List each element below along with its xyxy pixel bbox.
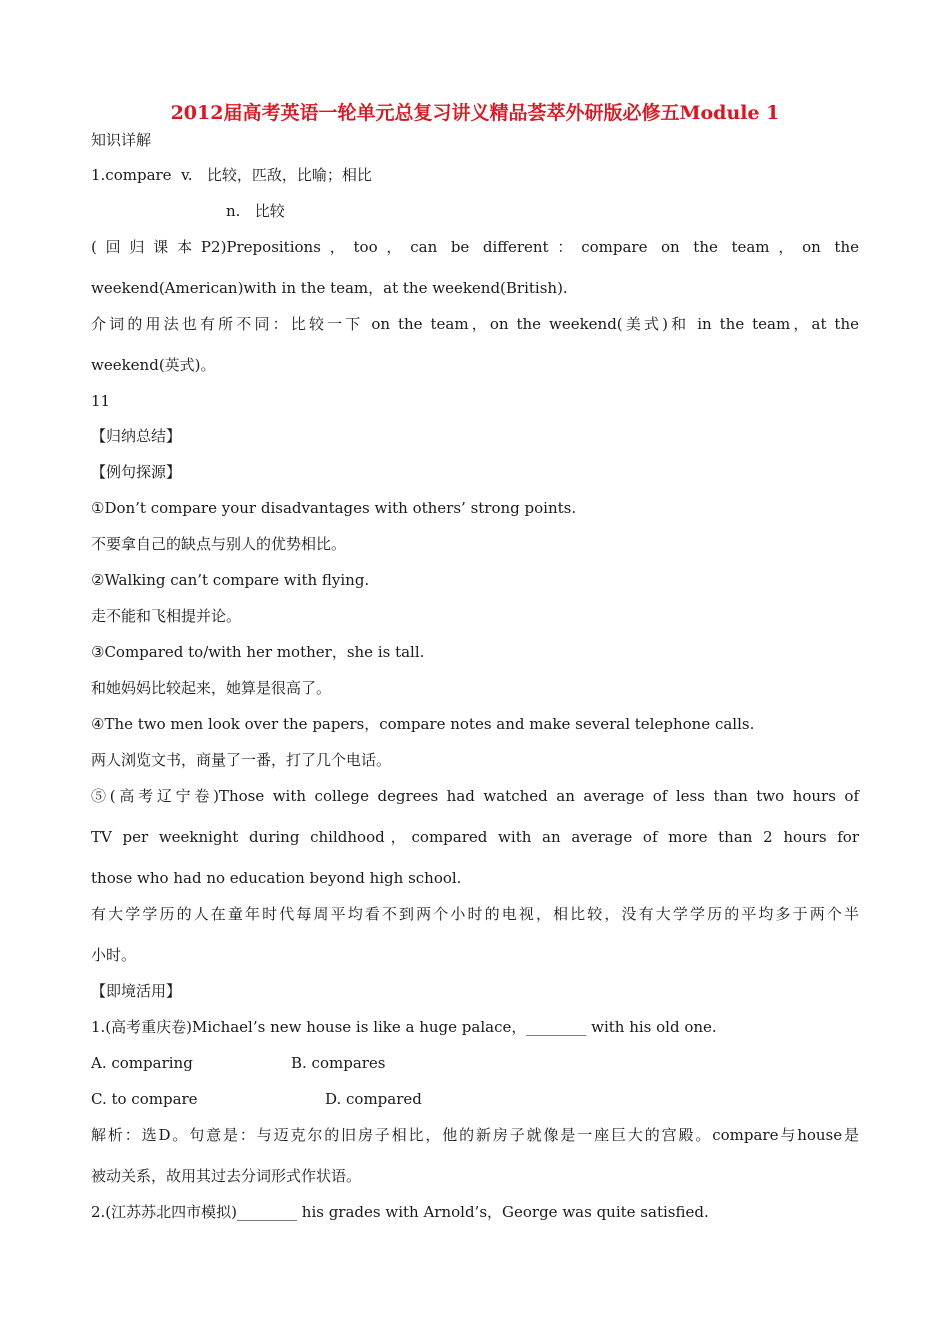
example5-line-3: those who had no education beyond high school. <box>91 869 462 887</box>
option-c: C. to compare <box>91 1090 198 1108</box>
example-cn: 走不能和飞相提并论。 <box>91 607 242 625</box>
example5-cn-line-2: 小时。 <box>91 946 137 964</box>
entry-verb-line: 1.compare v. 比较，匹敌，比喻；相比 <box>91 166 372 184</box>
question-1-analysis-1: 解析：选D。句意是：与迈克尔的旧房子相比，他的新房子就像是一座巨大的宫殿。compare与house是 <box>91 1126 859 1144</box>
question-2-stem: 2.(江苏苏北四市模拟)________ his grades with Arnold’s，George was quite satisfied. <box>91 1203 709 1221</box>
summary-heading: 【归纳总结】 <box>91 427 182 445</box>
example-en: ①Don’t compare your disadvantages with others’ strong points. <box>91 499 577 517</box>
textbook-cn-line-2: weekend(英式)。 <box>91 356 216 374</box>
example5-line-2: TV per weeknight during childhood，compared with an average of more than 2 hours for <box>91 828 859 846</box>
question-1-analysis-2: 被动关系，故用其过去分词形式作状语。 <box>91 1167 362 1185</box>
section-heading: 知识详解 <box>91 131 152 149</box>
option-a: A. comparing <box>91 1054 193 1072</box>
examples-heading: 【例句探源】 <box>91 463 182 481</box>
example5-cn-line-1: 有大学学历的人在童年时代每周平均看不到两个小时的电视，相比较，没有大学学历的平均多于两个半 <box>91 905 859 923</box>
example-cn: 和她妈妈比较起来，她算是很高了。 <box>91 679 332 697</box>
example-cn: 两人浏览文书，商量了一番，打了几个电话。 <box>91 751 392 769</box>
example5-line-1: ⑤(高考辽宁卷)Those with college degrees had watched an average of less than two hours of <box>91 787 859 805</box>
question-1-stem: 1.(高考重庆卷)Michael’s new house is like a huge palace，________ with his old one. <box>91 1018 717 1036</box>
option-b: B. compares <box>291 1054 386 1072</box>
option-d: D. compared <box>325 1090 422 1108</box>
example-en: ④The two men look over the papers，compare notes and make several telephone calls. <box>91 715 755 733</box>
stray-number: 11 <box>91 392 111 410</box>
document-title: 2012届高考英语一轮单元总复习讲义精品荟萃外研版必修五Module 1 <box>170 102 780 124</box>
example-cn: 不要拿自己的缺点与别人的优势相比。 <box>91 535 347 553</box>
entry-noun-line: n. 比较 <box>226 202 285 220</box>
textbook-line-1: (回归课本P2)Prepositions，too，can be different：compare on the team，on the <box>91 238 859 256</box>
example-en: ③Compared to/with her mother，she is tall. <box>91 643 425 661</box>
textbook-line-2: weekend(American)with in the team，at the weekend(British). <box>91 279 568 297</box>
example-en: ②Walking can’t compare with flying. <box>91 571 370 589</box>
practice-heading: 【即境活用】 <box>91 982 182 1000</box>
textbook-cn-line-1: 介词的用法也有所不同：比较一下 on the team，on the weekend(美式)和 in the team，at the <box>91 315 859 333</box>
